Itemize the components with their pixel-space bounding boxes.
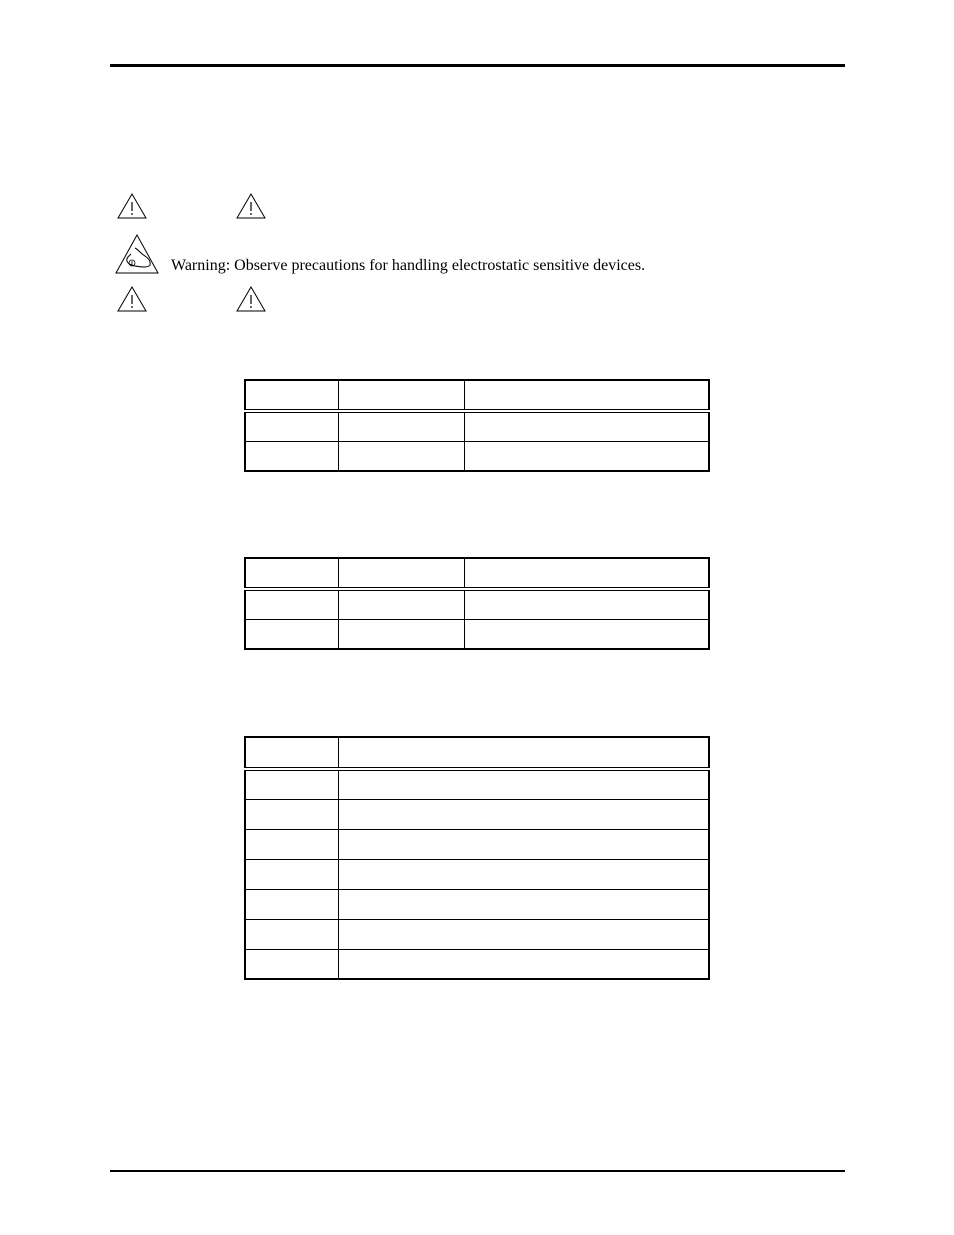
table-cell bbox=[465, 619, 710, 649]
table-cell bbox=[339, 411, 465, 441]
table-cell bbox=[245, 411, 339, 441]
table-cell bbox=[339, 619, 465, 649]
table-cell bbox=[339, 769, 710, 799]
table-cell bbox=[245, 380, 339, 411]
footer-rule bbox=[110, 1170, 845, 1172]
esd-sensitive-icon bbox=[115, 234, 159, 274]
table-row bbox=[245, 441, 709, 471]
table-cell bbox=[245, 889, 339, 919]
warning-triangle-icon bbox=[117, 286, 147, 312]
table-cell bbox=[245, 558, 339, 589]
table-row bbox=[245, 919, 709, 949]
table-cell bbox=[245, 737, 339, 769]
table-cell bbox=[465, 441, 710, 471]
table-cell bbox=[245, 859, 339, 889]
table-cell bbox=[245, 799, 339, 829]
table-cell bbox=[245, 589, 339, 619]
table-3 bbox=[244, 736, 710, 980]
table-row bbox=[245, 829, 709, 859]
table-2 bbox=[244, 557, 710, 650]
esd-warning-text: Warning: Observe precautions for handling electrostatic sensitive devices. bbox=[171, 257, 646, 274]
warning-triangle-icon bbox=[117, 193, 147, 219]
table-cell bbox=[339, 380, 465, 411]
table-cell bbox=[245, 829, 339, 859]
table-cell bbox=[339, 589, 465, 619]
warning-triangle-icon bbox=[236, 193, 266, 219]
table-header-row bbox=[245, 558, 709, 589]
table-cell bbox=[339, 919, 710, 949]
table-row bbox=[245, 799, 709, 829]
table-cell bbox=[245, 619, 339, 649]
header-rule bbox=[110, 64, 845, 67]
table-row bbox=[245, 889, 709, 919]
table-row bbox=[245, 589, 709, 619]
table-cell bbox=[465, 380, 710, 411]
table-row bbox=[245, 411, 709, 441]
table-cell bbox=[245, 919, 339, 949]
table-cell bbox=[245, 769, 339, 799]
table-header-row bbox=[245, 380, 709, 411]
table-cell bbox=[339, 949, 710, 979]
table-cell bbox=[339, 829, 710, 859]
table-row bbox=[245, 859, 709, 889]
table-cell bbox=[465, 558, 710, 589]
table-cell bbox=[465, 411, 710, 441]
warning-triangle-icon bbox=[236, 286, 266, 312]
table-cell bbox=[339, 441, 465, 471]
table-cell bbox=[339, 799, 710, 829]
table-row bbox=[245, 619, 709, 649]
table-cell bbox=[339, 859, 710, 889]
table-cell bbox=[339, 889, 710, 919]
table-cell bbox=[465, 589, 710, 619]
table-cell bbox=[245, 441, 339, 471]
table-row bbox=[245, 769, 709, 799]
table-cell bbox=[339, 737, 710, 769]
table-header-row bbox=[245, 737, 709, 769]
table-cell bbox=[245, 949, 339, 979]
table-1 bbox=[244, 379, 710, 472]
table-row bbox=[245, 949, 709, 979]
table-cell bbox=[339, 558, 465, 589]
